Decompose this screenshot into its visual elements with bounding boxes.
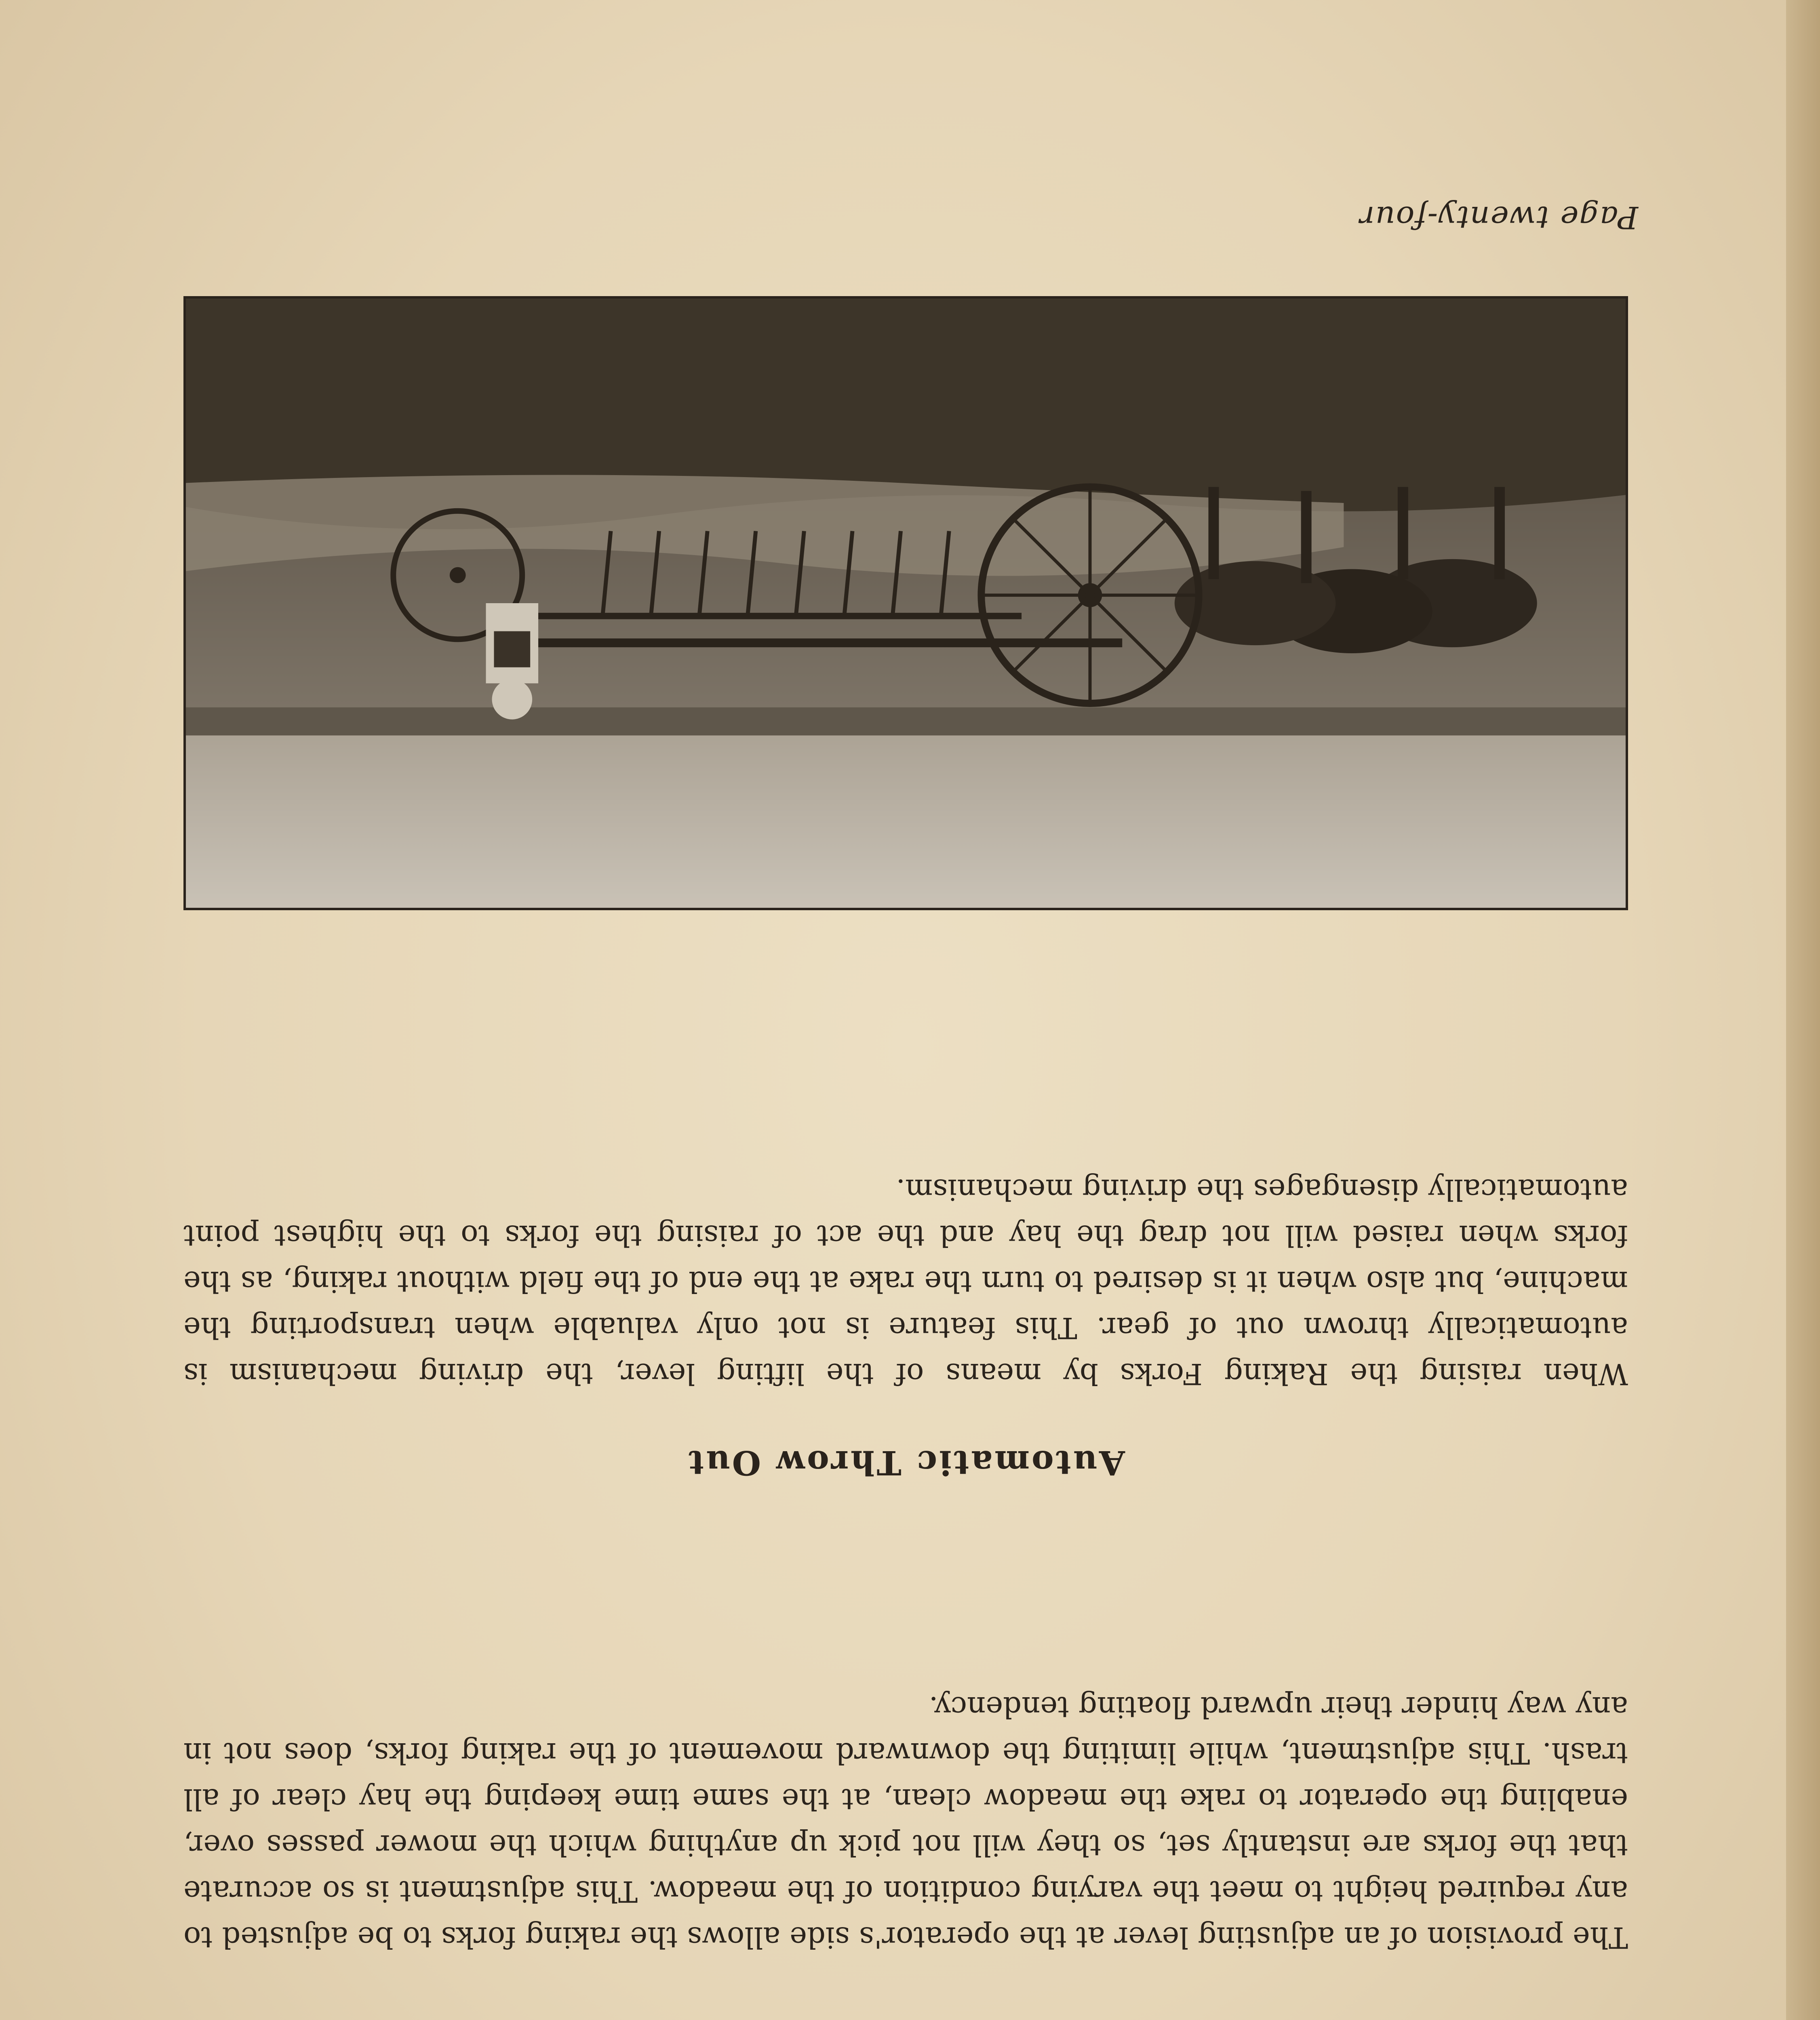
section-body-automatic-throw-out: When raising the Raking Forks by means of the lifting lever, the driving mechanism is automatically thrown out of gear. This feature is not only valuable when transporting the machine, but also when it is desired to turn the rake at the end of the field without raking, as the forks when raised will not drag the hay and the act of raising the forks to the highest point automatically disengages the driving mechanism. — [183, 1173, 1628, 1391]
page-number: Page twenty-four — [1359, 200, 1638, 236]
hay-rake-photo — [183, 296, 1628, 910]
section-heading-automatic-throw-out: Automatic Throw Out — [687, 1443, 1125, 1482]
section-body-adjusting-lever: The provision of an adjusting lever at the operator's side allows the raking forks to be adjusted to any required height to meet the varying condition of the meadow. This adjustment is so accurate that the forks are instantly set, so they will not pick up anything which the mower passes over, enabling the operator to rake the meadow clean, at the same time keeping the hay clear of all trash. This adjustment, while limiting the downward movement of the raking forks, does not in any way hinder their upward floating tendency. — [183, 1690, 1628, 1955]
hay-rake-photo-image — [186, 299, 1626, 908]
